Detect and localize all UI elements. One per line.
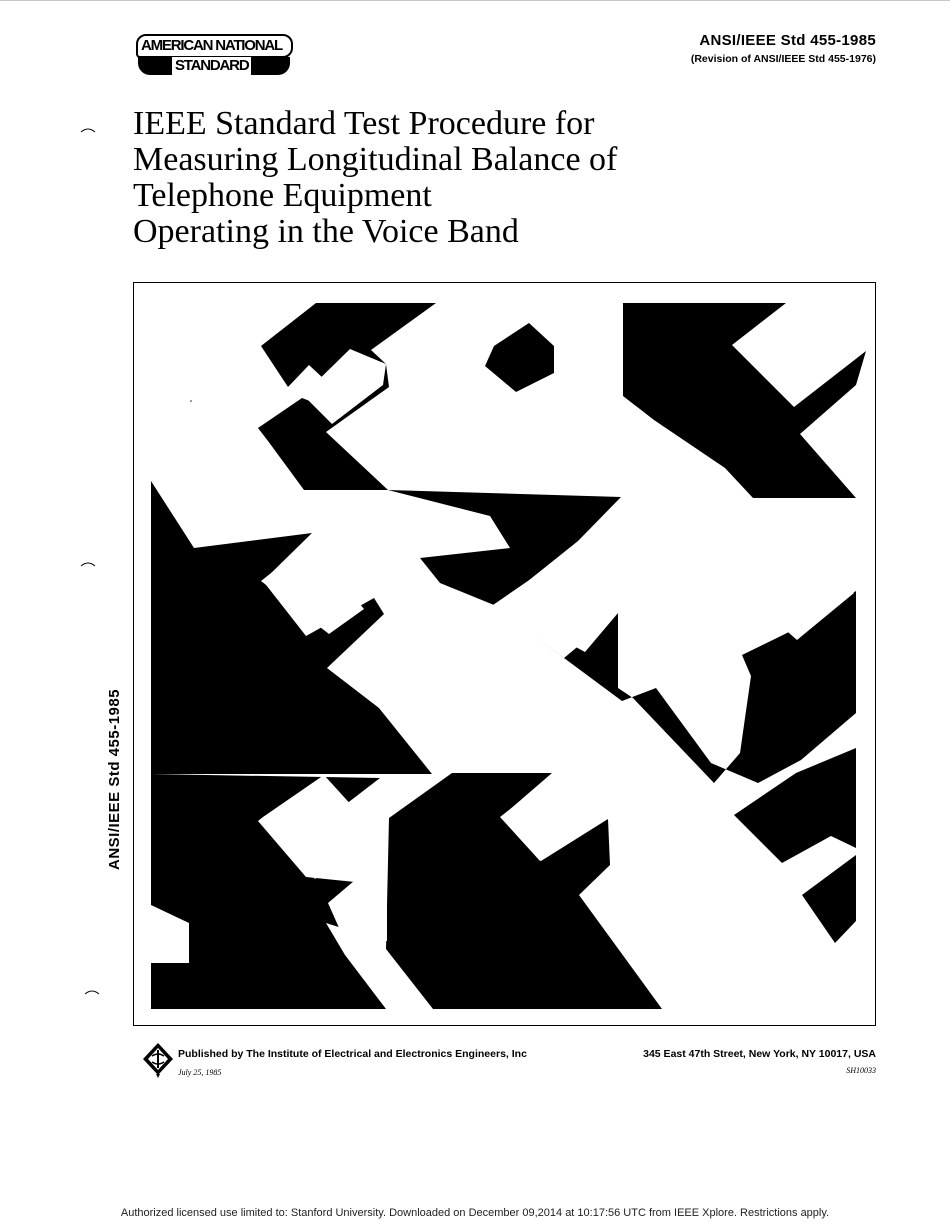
american-national-standard-logo [136, 34, 292, 76]
title-line-3: Telephone Equipment [133, 177, 432, 214]
ieee-logo-icon [141, 1041, 175, 1079]
binding-hole-mark [80, 560, 96, 568]
title-line-1: IEEE Standard Test Procedure for [133, 105, 595, 142]
license-footer: Authorized licensed use limited to: Stanford University. Downloaded on December 09,2014 at 10:17:56 UTC from IEEE Xplore. Restrictions apply. [120, 1207, 830, 1219]
cover-artwork [133, 282, 876, 1026]
publication-code: SH10033 [846, 1066, 876, 1075]
binding-hole-mark [80, 126, 96, 134]
title-line-2: Measuring Longitudinal Balance of [133, 141, 618, 178]
logo-line-2: STANDARD [172, 57, 251, 75]
publisher-line [178, 1048, 878, 1060]
standard-revision: (Revision of ANSI/IEEE Std 455-1976) [690, 53, 876, 65]
spine-standard-number: ANSI/IEEE Std 455-1985 [106, 688, 123, 870]
publication-date: July 25, 1985 [178, 1068, 222, 1077]
publisher-address: 345 East 47th Street, New York, NY 10017, USA [643, 1048, 876, 1060]
document-title [133, 106, 773, 250]
geometric-pattern-graphic [134, 283, 875, 1025]
title-line-4: Operating in the Voice Band [133, 213, 519, 250]
logo-banner [138, 57, 290, 75]
binding-hole-mark [84, 988, 100, 996]
logo-line-1: AMERICAN NATIONAL [136, 34, 293, 58]
top-border-line [0, 0, 950, 1]
publisher-name: Published by The Institute of Electrical and Electronics Engineers, Inc [178, 1048, 527, 1060]
standard-number: ANSI/IEEE Std 455-1985 [699, 32, 876, 49]
